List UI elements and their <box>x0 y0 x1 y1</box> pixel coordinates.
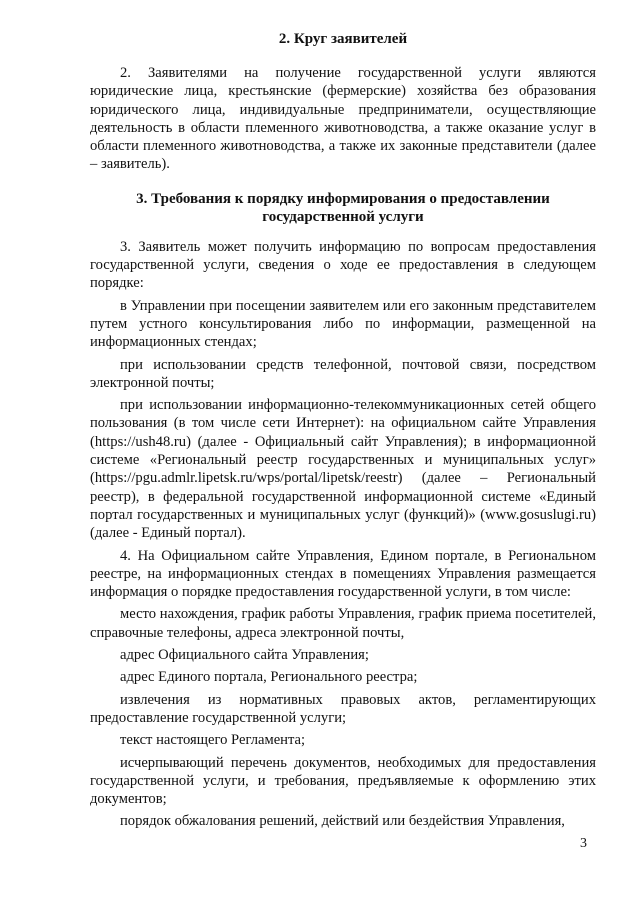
section-2-heading: 2. Круг заявителей <box>278 31 408 47</box>
paragraph-3-item-internet: при использовании информационно-телекоммуникационных сетей общего пользования (в том числе сети Интернет): на официальном сайте Управления (https://ush48.ru) (далее - Официальный сайт Управления); в информационной системе «Региональный реестр государственных и муниципальных услуг» (https://pgu.admlr.lipetsk.ru/wps/portal/lipetsk/reestr) (далее – Региональный реестр), в федеральной государственной информационной системе «Единый портал государственных и муниципальных услуг (функций)» (www.gosuslugi.ru) (далее - Единый портал). <box>90 397 596 542</box>
document-page <box>90 30 596 831</box>
paragraph-4-item-documents-list: исчерпывающий перечень документов, необходимых для предоставления государственной услуги, и требования, предъявляемые к оформлению этих документов; <box>90 754 596 808</box>
paragraph-4-item-regulation-text: текст настоящего Регламента; <box>120 732 306 749</box>
section-3-heading: 3. Требования к порядку информирования о предоставлении государственной услуги <box>136 190 550 225</box>
paragraph-4-item-portal-address: адрес Единого портала, Регионального реестра; <box>120 669 418 686</box>
paragraph-3: 3. Заявитель может получить информацию по вопросам предоставления государственной услуги, сведения о ходе ее предоставления в следующем порядке: <box>90 238 596 292</box>
paragraph-4-item-extracts: извлечения из нормативных правовых актов, регламентирующих предоставление государственной услуги; <box>90 691 596 726</box>
paragraph-4-item-location: место нахождения, график работы Управления, график приема посетителей, справочные телефоны, адреса электронной почты, <box>90 606 596 641</box>
paragraph-2: 2. Заявителями на получение государственной услуги являются юридические лица, крестьянские (фермерские) хозяйства без образования юридического лица, индивидуальные предприниматели, осуществляющие деятельность в области племенного животноводства, а также оказание услуг в области племенного животноводства, а также их законные представители (далее – заявитель). <box>90 65 596 173</box>
paragraph-3-item-phone-mail: при использовании средств телефонной, почтовой связи, посредством электронной почты; <box>90 356 596 391</box>
paragraph-4: 4. На Официальном сайте Управления, Едином портале, в Региональном реестре, на информационных стендах в помещениях Управления размещается информация о порядке предоставления государственной услуги, в том числе: <box>90 547 596 601</box>
paragraph-4-item-appeal-procedure: порядок обжалования решений, действий или бездействия Управления, <box>120 813 565 830</box>
paragraph-3-item-office: в Управлении при посещении заявителем или его законным представителем путем устного консультирования либо по информации, размещенной на информационных стендах; <box>90 297 596 351</box>
paragraph-4-item-site-address: адрес Официального сайта Управления; <box>120 647 369 664</box>
page-number: 3 <box>580 836 587 851</box>
